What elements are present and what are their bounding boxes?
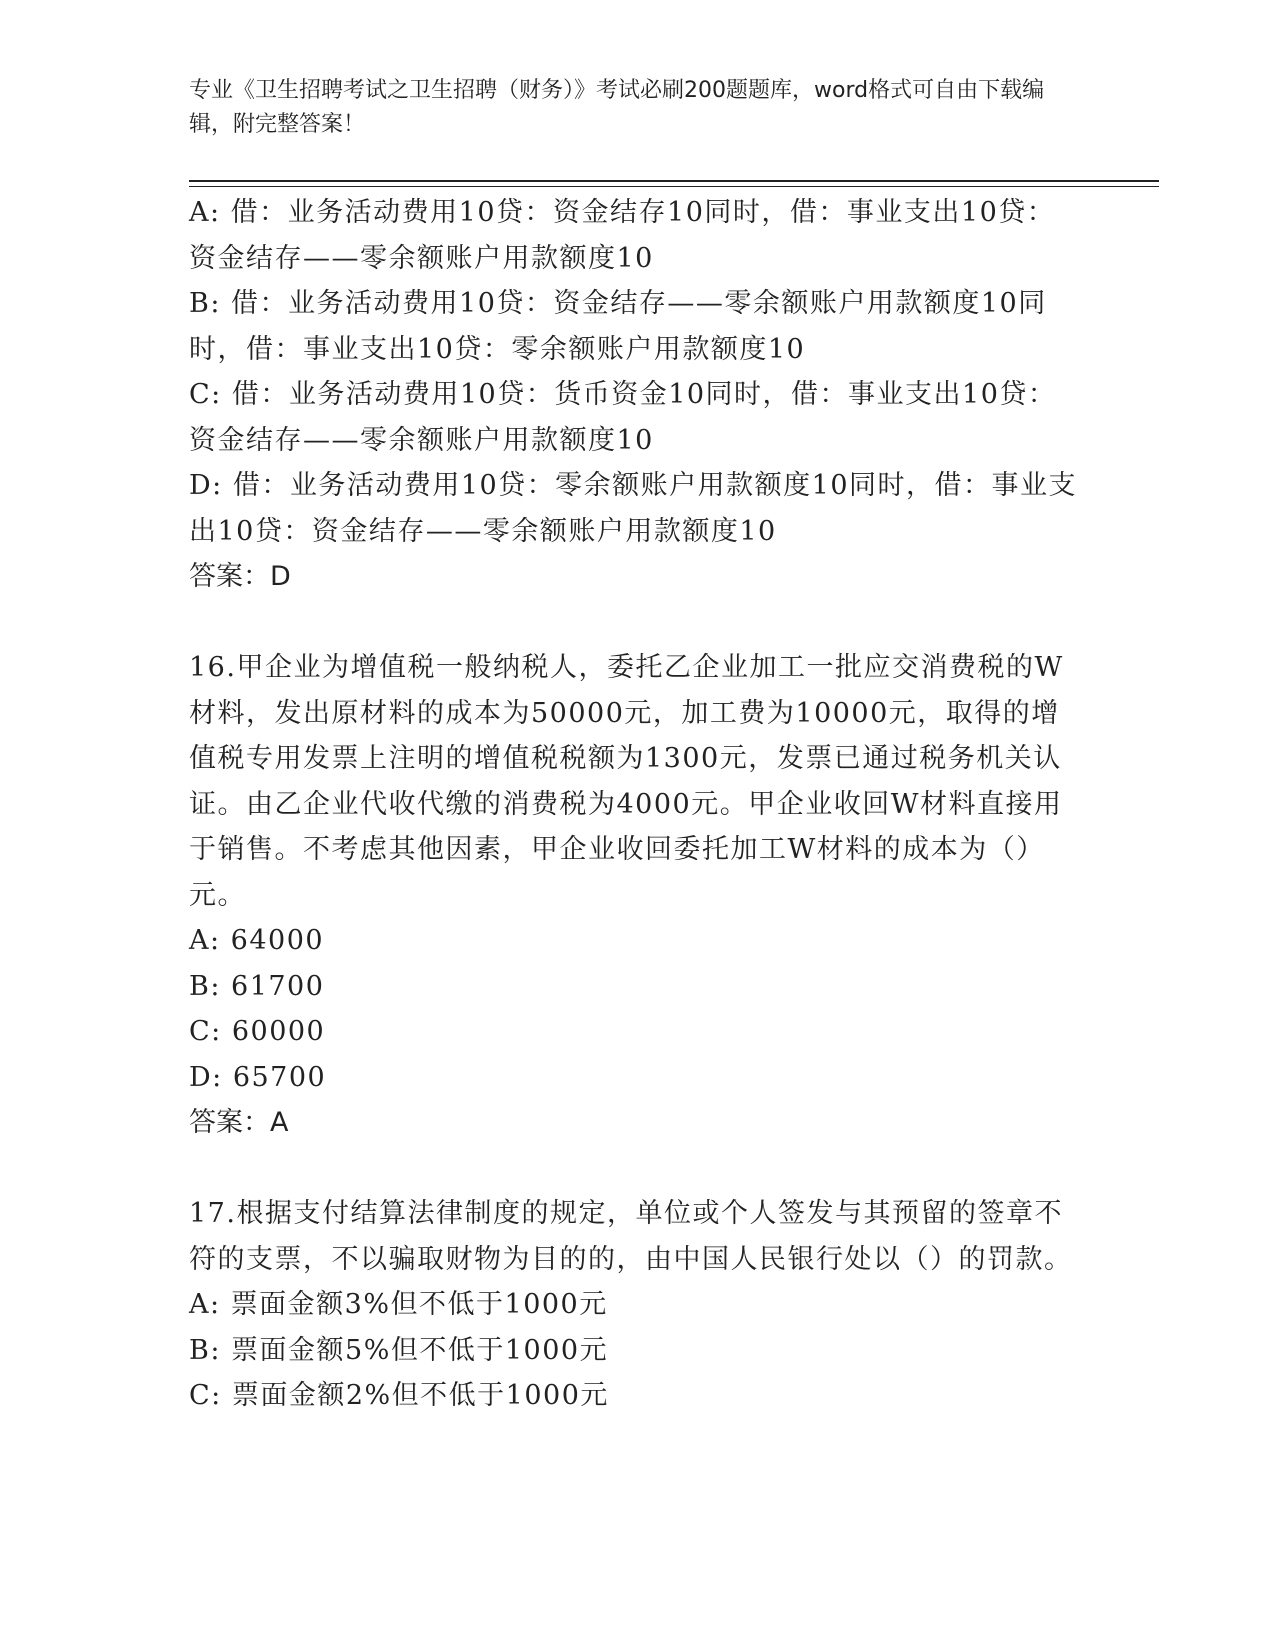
- q15-option-b: B: 借：业务活动费用10贷：资金结存——零余额账户用款额度10同时，借：事业支出10贷：零余额账户用款额度10: [189, 288, 1047, 365]
- header-rule-thick: [189, 180, 1159, 182]
- spacer: [189, 600, 1079, 646]
- question-content: [189, 190, 1079, 1419]
- q15-answer: 答案：D: [189, 561, 291, 592]
- q16-option-d: D: 65700: [189, 1061, 327, 1093]
- header-rule-thin: [189, 186, 1159, 187]
- q16-stem: 16.甲企业为增值税一般纳税人，委托乙企业加工一批应交消费税的W材料，发出原材料的成本为50000元，加工费为10000元，取得的增值税专用发票上注明的增值税税额为1300元，发票已通过税务机关认证。由乙企业代收代缴的消费税为4000元。甲企业收回W材料直接用于销售。不考虑其他因素，甲企业收回委托加工W材料的成本为（）元。: [189, 652, 1064, 911]
- q17-option-a: A: 票面金额3%但不低于1000元: [189, 1289, 608, 1320]
- q16-option-b: B: 61700: [189, 970, 325, 1002]
- q17-option-b: B: 票面金额5%但不低于1000元: [189, 1334, 609, 1366]
- q17-option-c: C: 票面金额2%但不低于1000元: [189, 1380, 609, 1411]
- q16-answer: 答案：A: [189, 1107, 289, 1138]
- q17-stem: 17.根据支付结算法律制度的规定，单位或个人签发与其预留的签章不符的支票，不以骗取财物为目的的，由中国人民银行处以（）的罚款。: [189, 1198, 1073, 1275]
- q15-option-c: C: 借：业务活动费用10贷：货币资金10同时，借：事业支出10贷：资金结存——零余额账户用款额度10: [189, 379, 1057, 456]
- q16-option-a: A: 64000: [189, 925, 325, 956]
- q16-option-c: C: 60000: [189, 1016, 326, 1047]
- spacer: [189, 1146, 1079, 1192]
- document-header: 专业《卫生招聘考试之卫生招聘（财务）》考试必刷200题题库，word格式可自由下载编辑，附完整答案！: [189, 78, 1045, 137]
- q15-option-d: D: 借：业务活动费用10贷：零余额账户用款额度10同时，借：事业支出10贷：资金结存——零余额账户用款额度10: [189, 470, 1078, 547]
- q15-option-a: A: 借：业务活动费用10贷：资金结存10同时，借：事业支出10贷：资金结存——零余额账户用款额度10: [189, 197, 1056, 274]
